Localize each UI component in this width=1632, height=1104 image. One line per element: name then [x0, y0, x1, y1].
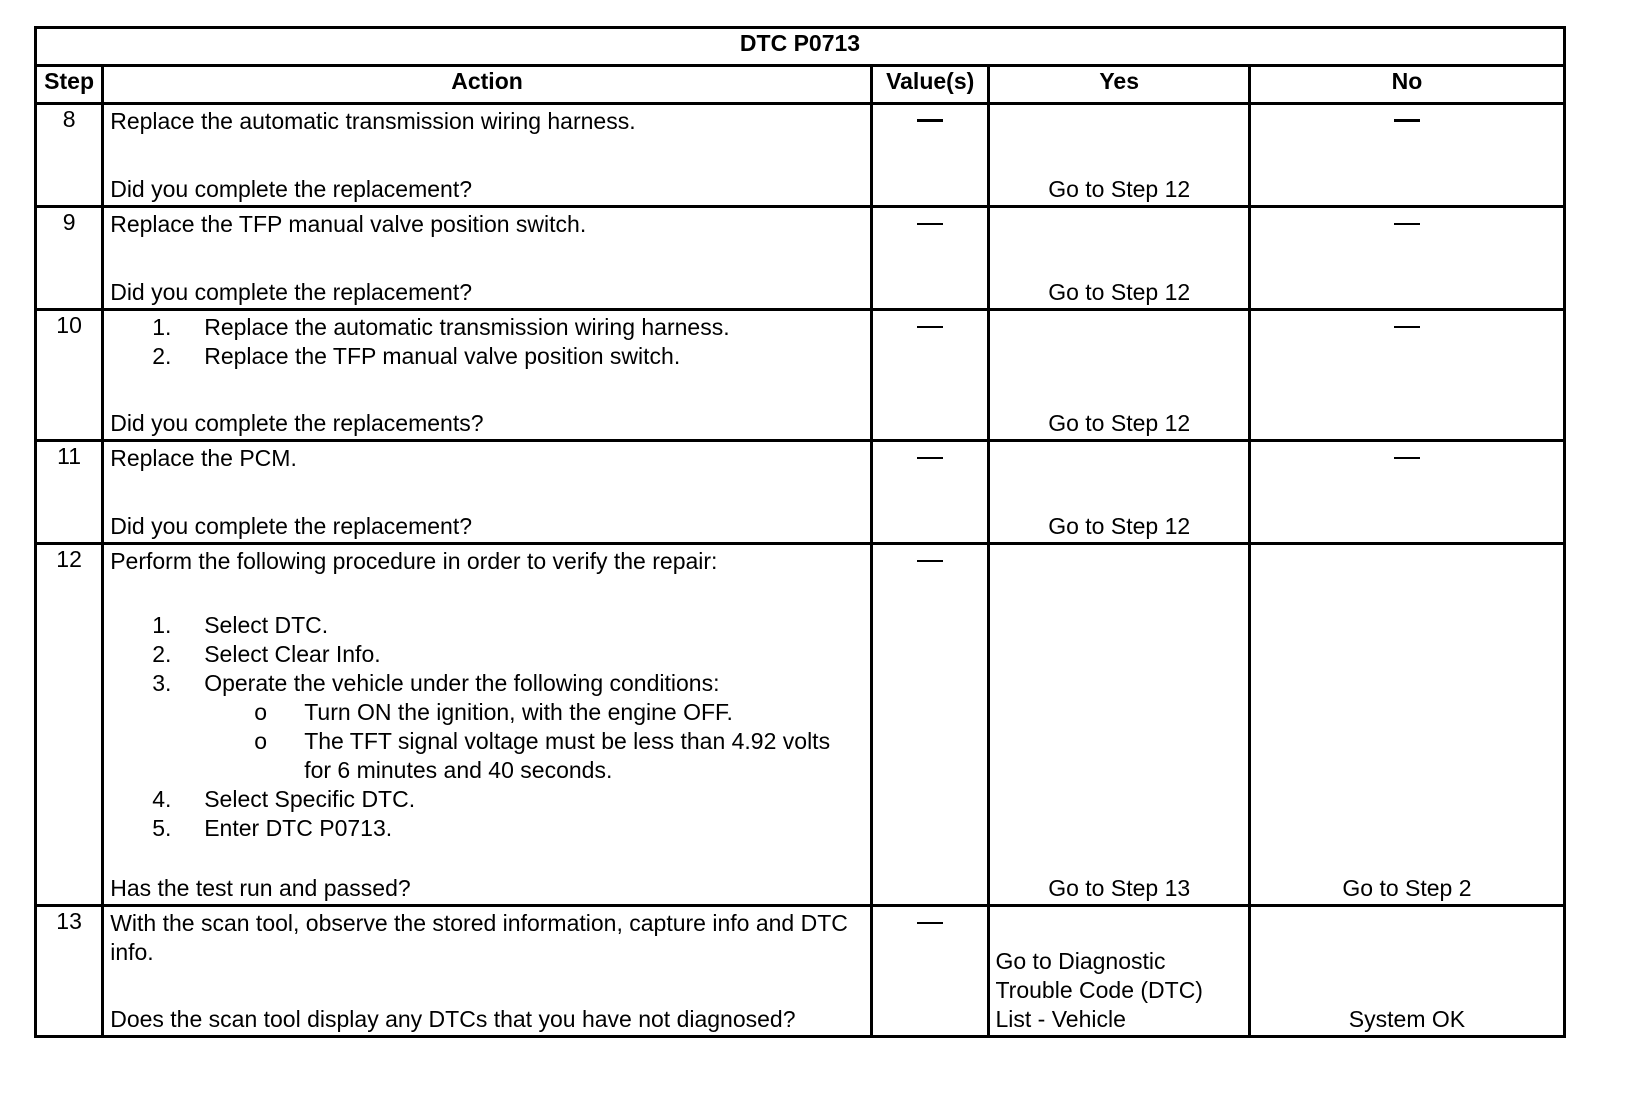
step-number: 13 — [36, 906, 103, 1037]
list-item — [104, 342, 870, 371]
action-cell — [103, 544, 872, 906]
table-row — [36, 104, 1565, 207]
action-list — [104, 313, 870, 371]
no-dash — [1394, 457, 1420, 459]
step-number: 12 — [36, 544, 103, 906]
action-list — [104, 611, 870, 698]
no-cell — [1249, 207, 1564, 310]
dtc-table — [34, 26, 1566, 1038]
table-row — [36, 906, 1565, 1037]
step-number: 9 — [36, 207, 103, 310]
value-dash — [917, 119, 943, 122]
list-marker: 3. — [152, 670, 172, 696]
list-item-text: Replace the TFP manual valve position switch. — [204, 343, 681, 369]
list-marker: 4. — [152, 786, 172, 812]
value-dash — [917, 457, 943, 459]
no-dash — [1394, 326, 1420, 328]
step-number: 10 — [36, 310, 103, 441]
sublist-item-text: The TFT signal voltage must be less than 4.92 volts for 6 minutes and 40 seconds. — [304, 728, 831, 783]
sublist-item — [104, 727, 870, 785]
no-cell — [1249, 104, 1564, 207]
table-row — [36, 544, 1565, 906]
no-text: System OK — [1348, 1006, 1466, 1032]
yes-text: Go to Step 12 — [1048, 513, 1191, 539]
action-text: With the scan tool, observe the stored information, capture info and DTC info. — [110, 910, 848, 965]
action-cell — [103, 104, 872, 207]
action-cell — [103, 310, 872, 441]
header-no: No — [1249, 66, 1564, 104]
value-dash — [917, 326, 943, 328]
action-sublist — [104, 698, 870, 785]
action-cell — [103, 207, 872, 310]
list-marker: 1. — [152, 314, 172, 340]
list-item-text: Select DTC. — [204, 612, 329, 638]
action-cell — [103, 906, 872, 1037]
value-cell — [871, 544, 989, 906]
action-text: Replace the automatic transmission wiring harness. — [110, 108, 636, 134]
no-cell — [1249, 906, 1564, 1037]
sublist-item — [104, 698, 870, 727]
action-question: Did you complete the replacement? — [110, 513, 473, 539]
yes-cell — [989, 207, 1249, 310]
no-dash — [1394, 223, 1420, 225]
action-text: Replace the TFP manual valve position switch. — [110, 211, 587, 237]
no-text: Go to Step 2 — [1342, 875, 1472, 901]
bullet-marker: o — [254, 699, 267, 725]
value-dash — [917, 560, 943, 562]
yes-text: Go to Diagnostic Trouble Code (DTC) List - Vehicle — [995, 948, 1203, 1032]
list-marker: 1. — [152, 612, 172, 638]
table-row — [36, 441, 1565, 544]
no-cell — [1249, 544, 1564, 906]
list-marker: 2. — [152, 641, 172, 667]
yes-cell — [989, 906, 1249, 1037]
no-cell — [1249, 310, 1564, 441]
list-item-text: Operate the vehicle under the following conditions: — [204, 670, 720, 696]
action-question: Does the scan tool display any DTCs that you have not diagnosed? — [110, 1006, 796, 1032]
action-question: Did you complete the replacement? — [110, 279, 473, 305]
list-item — [104, 611, 870, 640]
action-question: Did you complete the replacements? — [110, 410, 484, 436]
value-dash — [917, 223, 943, 225]
list-item — [104, 313, 870, 342]
yes-text: Go to Step 13 — [1048, 875, 1191, 901]
list-item — [104, 640, 870, 669]
sublist-item-text: Turn ON the ignition, with the engine OFF. — [304, 699, 733, 725]
list-item-text: Replace the automatic transmission wiring harness. — [204, 314, 730, 340]
no-cell — [1249, 441, 1564, 544]
action-text: Perform the following procedure in order to verify the repair: — [110, 548, 718, 574]
list-item — [104, 814, 870, 843]
yes-cell — [989, 441, 1249, 544]
table-row — [36, 310, 1565, 441]
bullet-marker: o — [254, 728, 267, 754]
header-step: Step — [36, 66, 103, 104]
action-list-continued — [104, 785, 870, 843]
step-number: 11 — [36, 441, 103, 544]
yes-text: Go to Step 12 — [1048, 410, 1191, 436]
yes-text: Go to Step 12 — [1048, 279, 1191, 305]
yes-text: Go to Step 12 — [1048, 176, 1191, 202]
no-dash — [1394, 119, 1420, 122]
action-question: Did you complete the replacement? — [110, 176, 473, 202]
action-cell — [103, 441, 872, 544]
list-item-text: Enter DTC P0713. — [204, 815, 393, 841]
list-item-text: Select Specific DTC. — [204, 786, 416, 812]
header-row — [36, 66, 1565, 104]
header-yes: Yes — [989, 66, 1249, 104]
value-cell — [871, 906, 989, 1037]
list-marker: 2. — [152, 343, 172, 369]
action-list-wrap — [104, 311, 870, 371]
table-row — [36, 207, 1565, 310]
value-dash — [917, 922, 943, 924]
list-item-text: Select Clear Info. — [204, 641, 381, 667]
list-item — [104, 785, 870, 814]
action-question: Has the test run and passed? — [110, 875, 411, 901]
header-action: Action — [103, 66, 872, 104]
yes-cell — [989, 544, 1249, 906]
list-marker: 5. — [152, 815, 172, 841]
yes-cell — [989, 310, 1249, 441]
step-number: 8 — [36, 104, 103, 207]
value-cell — [871, 104, 989, 207]
action-text: Replace the PCM. — [110, 445, 297, 471]
table-title: DTC P0713 — [36, 28, 1565, 66]
yes-cell — [989, 104, 1249, 207]
header-values: Value(s) — [871, 66, 989, 104]
list-item — [104, 669, 870, 698]
value-cell — [871, 310, 989, 441]
value-cell — [871, 441, 989, 544]
value-cell — [871, 207, 989, 310]
